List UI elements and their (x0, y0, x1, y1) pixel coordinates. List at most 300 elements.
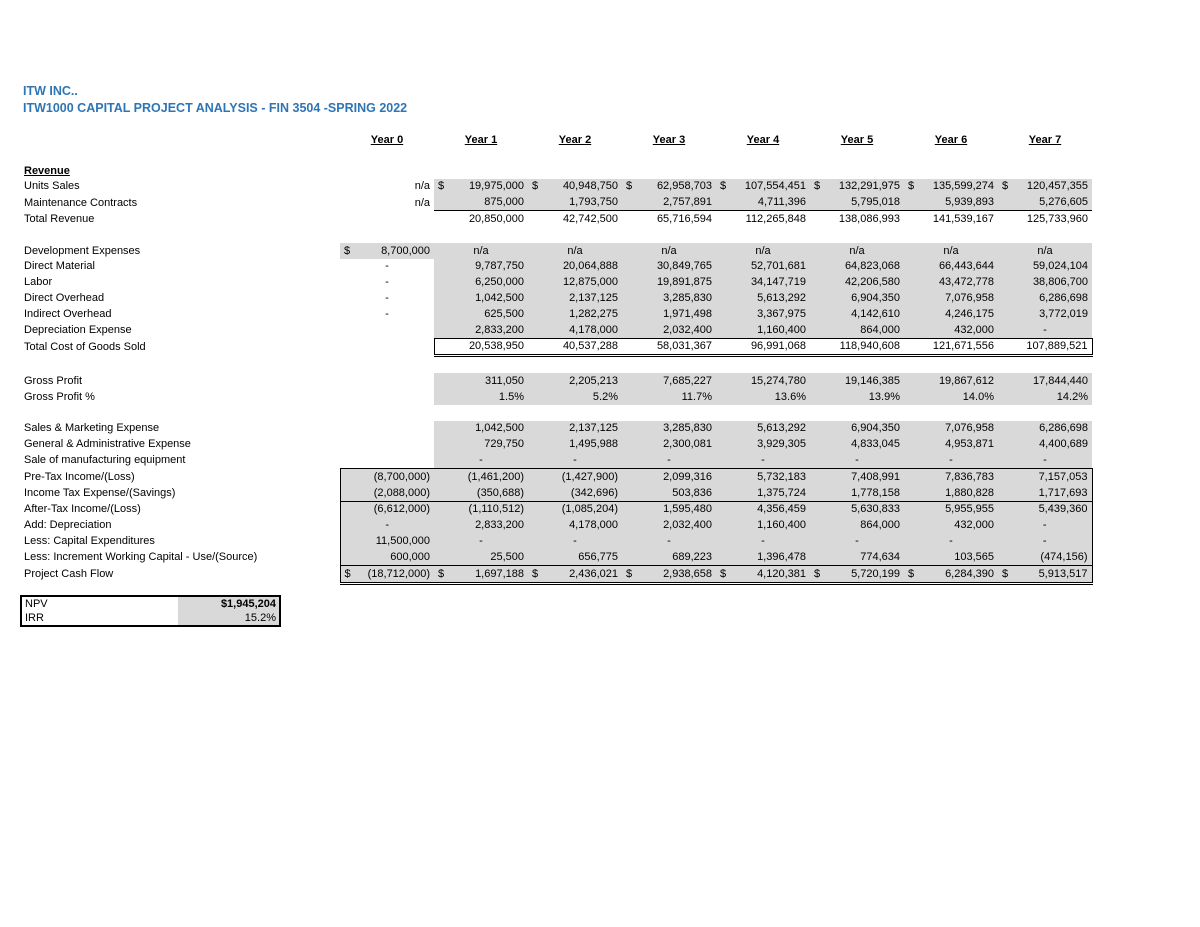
cell-development (340, 243, 434, 259)
cell-aftertax: 5,630,833 (810, 501, 904, 517)
table-row (20, 389, 1092, 405)
currency-symbol: $ (626, 180, 633, 193)
cell-total-revenue: 138,086,993 (838, 213, 900, 226)
cell-value: 132,291,975 (838, 180, 900, 193)
cell-add-dep: - (340, 517, 434, 533)
npv-label: NPV (21, 596, 178, 611)
cell-add-dep: - (998, 517, 1092, 533)
cell-depreciation: 4,178,000 (528, 322, 622, 338)
cell-ga: 2,300,081 (622, 436, 716, 452)
cell-maintenance: 2,757,891 (622, 194, 716, 210)
cell-direct-material: 9,787,750 (434, 259, 528, 275)
cell-add-dep: 432,000 (904, 517, 998, 533)
cell-capex: - (434, 533, 528, 549)
cell-capex: - (998, 533, 1092, 549)
table-row (20, 194, 1092, 210)
cell-value: 5,720,199 (851, 567, 900, 580)
cell-add-dep: 2,833,200 (434, 517, 528, 533)
cell-sale-equipment: - (716, 452, 810, 468)
currency-cell (720, 179, 806, 193)
irr-value: 15.2% (178, 611, 280, 626)
cell-aftertax: 4,356,459 (716, 501, 810, 517)
cell-maintenance: n/a (414, 196, 430, 209)
row-label: Direct Material (24, 260, 95, 273)
cell-development: n/a (716, 243, 810, 259)
cell-pretax: (8,700,000) (340, 468, 434, 484)
row-label: Direct Overhead (24, 292, 105, 305)
table-row (20, 405, 1092, 421)
row-label: Total Cost of Goods Sold (24, 340, 146, 353)
cell-aftertax: (1,110,512) (434, 501, 528, 517)
row-label: Income Tax Expense/(Savings) (24, 486, 176, 499)
cell-indirect-overhead: 3,772,019 (998, 306, 1092, 322)
row-label: Project Cash Flow (24, 568, 114, 581)
cell-labor: 43,472,778 (904, 274, 998, 290)
cell-gross-profit: 15,274,780 (716, 373, 810, 389)
cell-sales-marketing: 6,904,350 (810, 421, 904, 437)
cell-direct-overhead: 6,286,698 (998, 290, 1092, 306)
cell-value: 2,436,021 (569, 567, 618, 580)
cell-indirect-overhead: 1,282,275 (528, 306, 622, 322)
cell-sales-marketing: 7,076,958 (904, 421, 998, 437)
spacer (20, 227, 1092, 243)
table-row (20, 306, 1092, 322)
cell-total-cogs: 107,889,521 (998, 338, 1092, 356)
cell-direct-overhead: 2,137,125 (528, 290, 622, 306)
table-row (20, 436, 1092, 452)
cell-total-cogs: 118,940,608 (810, 338, 904, 356)
cell-sales-marketing: 3,285,830 (622, 421, 716, 437)
cell-maintenance: 875,000 (434, 194, 528, 210)
cell-units-sales (716, 179, 810, 195)
cell-direct-material: 64,823,068 (810, 259, 904, 275)
cell-wc: 103,565 (904, 549, 998, 565)
currency-symbol: $ (908, 180, 915, 193)
cell-maintenance: 1,793,750 (528, 194, 622, 210)
cell-value: 5,913,517 (1038, 567, 1088, 580)
cell-direct-material: 30,849,765 (622, 259, 716, 275)
cell-capex: - (904, 533, 998, 549)
cell-wc: 689,223 (622, 549, 716, 565)
year-header: Year 1 (464, 134, 498, 146)
cell-maintenance: 5,276,605 (998, 194, 1092, 210)
cell-maintenance: 4,711,396 (716, 194, 810, 210)
table-row (20, 211, 1092, 227)
cell-gross-profit-pct: 14.0% (904, 389, 998, 405)
cell-capex: - (622, 533, 716, 549)
cell-value: 120,457,355 (1026, 180, 1088, 193)
cell-indirect-overhead: - (385, 307, 389, 320)
cell-depreciation: 1,160,400 (716, 322, 810, 338)
cell-tax: 1,880,828 (904, 485, 998, 501)
table-row (20, 338, 1092, 356)
cell-gross-profit-pct (340, 389, 434, 405)
cell-pretax: 7,836,783 (904, 468, 998, 484)
currency-cell (438, 567, 524, 581)
currency-symbol: $ (532, 567, 539, 580)
table-row (20, 243, 1092, 259)
currency-cell (438, 179, 524, 193)
currency-cell (908, 179, 994, 193)
cell-maintenance: 5,939,893 (904, 194, 998, 210)
cell-labor: 12,875,000 (528, 274, 622, 290)
cell-wc: 656,775 (528, 549, 622, 565)
cell-capex: - (528, 533, 622, 549)
cell-gross-profit: 19,146,385 (810, 373, 904, 389)
year-header: Year 2 (558, 134, 592, 146)
cell-units-sales (904, 179, 998, 195)
cell-gross-profit-pct: 13.9% (810, 389, 904, 405)
table-row (20, 565, 1092, 583)
cell-value: 107,554,451 (744, 180, 806, 193)
cell-total-revenue: 125,733,960 (1026, 213, 1088, 226)
cell-total-revenue: 20,850,000 (468, 213, 524, 226)
currency-cell (626, 567, 712, 581)
irr-label: IRR (21, 611, 178, 626)
cell-add-dep: 864,000 (810, 517, 904, 533)
table-row (20, 517, 1092, 533)
cell-development: n/a (434, 243, 528, 259)
cell-value: 1,697,188 (475, 567, 524, 580)
cell-value: 62,958,703 (656, 180, 712, 193)
cell-gross-profit-pct: 5.2% (528, 389, 622, 405)
cell-gross-profit-pct: 14.2% (998, 389, 1092, 405)
cell-sales-marketing: 1,042,500 (434, 421, 528, 437)
row-label: Indirect Overhead (24, 307, 112, 320)
cell-units-sales (622, 179, 716, 195)
row-label: Pre-Tax Income/(Loss) (24, 470, 135, 483)
cell-direct-material: 59,024,104 (998, 259, 1092, 275)
cell-aftertax: (6,612,000) (340, 501, 434, 517)
cell-value: 2,938,658 (663, 567, 712, 580)
currency-symbol: $ (1002, 180, 1009, 193)
empty-cell (904, 163, 998, 179)
cell-tax: (350,688) (434, 485, 528, 501)
financial-table-container (20, 133, 1093, 585)
currency-symbol: $ (626, 567, 633, 580)
cell-direct-material: 66,443,644 (904, 259, 998, 275)
cell-add-dep: 4,178,000 (528, 517, 622, 533)
cell-labor: 34,147,719 (716, 274, 810, 290)
company-name: ITW INC.. (23, 84, 78, 98)
year-header: Year 7 (1028, 134, 1062, 146)
cell-labor: 19,891,875 (622, 274, 716, 290)
currency-cell (344, 244, 430, 258)
table-row (20, 373, 1092, 389)
row-label: Maintenance Contracts (24, 196, 138, 209)
cell-units-sales (810, 179, 904, 195)
cell-pretax: 5,732,183 (716, 468, 810, 484)
cell-pretax: 2,099,316 (622, 468, 716, 484)
cell-maintenance: 5,795,018 (810, 194, 904, 210)
cell-pretax: (1,427,900) (528, 468, 622, 484)
row-label: Labor (24, 276, 53, 289)
currency-symbol: $ (344, 567, 351, 580)
row-label: Add: Depreciation (24, 519, 112, 532)
empty-cell (998, 163, 1092, 179)
cell-gross-profit: 17,844,440 (998, 373, 1092, 389)
cell-aftertax: 5,439,360 (998, 501, 1092, 517)
cell-gross-profit: 311,050 (434, 373, 528, 389)
npv-irr-box (20, 595, 281, 627)
currency-symbol: $ (438, 567, 445, 580)
cell-tax: 1,778,158 (810, 485, 904, 501)
empty-cell (810, 163, 904, 179)
year-header: Year 5 (840, 134, 874, 146)
row-label: Development Expenses (24, 244, 141, 257)
cell-add-dep: 2,032,400 (622, 517, 716, 533)
currency-cell (1002, 179, 1088, 193)
cell-total-cogs: 121,671,556 (904, 338, 998, 356)
cell-development: n/a (622, 243, 716, 259)
cell-value: 8,700,000 (381, 244, 430, 257)
cell-direct-overhead: 3,285,830 (622, 290, 716, 306)
cell-cash-flow (340, 565, 434, 583)
section-heading: Revenue (24, 164, 70, 177)
cell-aftertax: 1,595,480 (622, 501, 716, 517)
cell-tax: 503,836 (622, 485, 716, 501)
cell-gross-profit: 2,205,213 (528, 373, 622, 389)
table-row (20, 421, 1092, 437)
currency-symbol: $ (438, 180, 445, 193)
cell-labor: 6,250,000 (434, 274, 528, 290)
currency-symbol: $ (814, 567, 821, 580)
cell-depreciation: 2,833,200 (434, 322, 528, 338)
cell-development: n/a (810, 243, 904, 259)
cell-capex: 11,500,000 (340, 533, 434, 549)
table-row (20, 179, 1092, 195)
cell-ga: 3,929,305 (716, 436, 810, 452)
cell-wc: 600,000 (340, 549, 434, 565)
cell-labor: 38,806,700 (998, 274, 1092, 290)
npv-row (21, 596, 280, 611)
table-row (20, 468, 1092, 484)
cell-indirect-overhead: 625,500 (434, 306, 528, 322)
currency-cell (814, 567, 900, 581)
cell-sale-equipment: - (810, 452, 904, 468)
currency-symbol: $ (344, 244, 351, 257)
irr-row (21, 611, 280, 626)
empty-cell (434, 163, 528, 179)
currency-cell (908, 567, 994, 581)
cell-indirect-overhead: 4,246,175 (904, 306, 998, 322)
cell-direct-material: - (385, 260, 389, 273)
cell-tax: 1,717,693 (998, 485, 1092, 501)
cell-sales-marketing: 6,286,698 (998, 421, 1092, 437)
cell-direct-overhead: 1,042,500 (434, 290, 528, 306)
cell-total-cogs: 20,538,950 (434, 338, 528, 356)
currency-cell (532, 179, 618, 193)
spacer (20, 405, 1092, 421)
cell-value: 135,599,274 (932, 180, 994, 193)
cell-sales-marketing: 2,137,125 (528, 421, 622, 437)
cell-total-revenue: 112,265,848 (745, 213, 806, 226)
cell-indirect-overhead: 3,367,975 (716, 306, 810, 322)
cell-value: 6,284,390 (945, 567, 994, 580)
cell-cash-flow (904, 565, 998, 583)
currency-cell (814, 179, 900, 193)
cell-pretax: (1,461,200) (434, 468, 528, 484)
row-label: After-Tax Income/(Loss) (24, 503, 141, 516)
year-header: Year 4 (746, 134, 780, 146)
cell-labor: 42,206,580 (810, 274, 904, 290)
cell-tax: (2,088,000) (340, 485, 434, 501)
cell-units-sales (998, 179, 1092, 195)
cell-gross-profit-pct: 1.5% (434, 389, 528, 405)
cell-sales-marketing: 5,613,292 (716, 421, 810, 437)
cell-aftertax: 5,955,955 (904, 501, 998, 517)
table-row (20, 452, 1092, 468)
cell-pretax: 7,157,053 (998, 468, 1092, 484)
cell-ga: 4,953,871 (904, 436, 998, 452)
cell-direct-material: 20,064,888 (528, 259, 622, 275)
cell-total-cogs: 58,031,367 (622, 338, 716, 356)
cell-cash-flow (810, 565, 904, 583)
table-row (20, 501, 1092, 517)
cell-total-revenue: 141,539,167 (932, 213, 994, 226)
cell-units-sales (528, 179, 622, 195)
cell-ga (340, 436, 434, 452)
cell-tax: 1,375,724 (716, 485, 810, 501)
cell-sale-equipment (340, 452, 434, 468)
currency-symbol: $ (720, 180, 727, 193)
cell-total-cogs (340, 338, 434, 356)
row-label: Less: Increment Working Capital - Use/(Source) (24, 551, 258, 564)
cell-gross-profit: 19,867,612 (904, 373, 998, 389)
cell-sale-equipment: - (528, 452, 622, 468)
header-spacer (20, 133, 340, 149)
cell-pretax: 7,408,991 (810, 468, 904, 484)
cell-total-cogs: 40,537,288 (528, 338, 622, 356)
table-row (20, 356, 1092, 373)
empty-cell (340, 163, 434, 179)
table-row (20, 163, 1092, 179)
cell-wc: 25,500 (434, 549, 528, 565)
table-row (20, 133, 1092, 149)
cell-development: n/a (998, 243, 1092, 259)
table-row (20, 290, 1092, 306)
cell-units-sales (434, 179, 528, 195)
cell-sale-equipment: - (998, 452, 1092, 468)
cell-total-revenue: 42,742,500 (562, 213, 618, 226)
table-row (20, 149, 1092, 163)
cell-units-sales: n/a (414, 180, 430, 193)
row-label: Sale of manufacturing equipment (24, 454, 186, 467)
currency-cell (345, 567, 431, 581)
cell-direct-material: 52,701,681 (716, 259, 810, 275)
cell-capex: - (716, 533, 810, 549)
cell-depreciation: 432,000 (904, 322, 998, 338)
cell-total-revenue (340, 211, 434, 227)
cell-development: n/a (528, 243, 622, 259)
table-row (20, 259, 1092, 275)
cell-cash-flow (528, 565, 622, 583)
table-row (20, 485, 1092, 501)
table-row (20, 274, 1092, 290)
financial-table (20, 133, 1093, 585)
cell-value: 40,948,750 (562, 180, 618, 193)
cell-gross-profit-pct: 11.7% (622, 389, 716, 405)
cell-ga: 729,750 (434, 436, 528, 452)
currency-cell (532, 567, 618, 581)
cell-indirect-overhead: 4,142,610 (810, 306, 904, 322)
empty-cell (716, 163, 810, 179)
currency-symbol: $ (814, 180, 821, 193)
currency-cell (626, 179, 712, 193)
currency-symbol: $ (908, 567, 915, 580)
year-header: Year 0 (370, 134, 404, 146)
empty-cell (528, 163, 622, 179)
cell-depreciation: 2,032,400 (622, 322, 716, 338)
row-label: Units Sales (24, 180, 80, 193)
cell-cash-flow (434, 565, 528, 583)
row-label: General & Administrative Expense (24, 438, 191, 451)
cell-wc: 1,396,478 (716, 549, 810, 565)
cell-depreciation (340, 322, 434, 338)
currency-symbol: $ (720, 567, 727, 580)
cell-ga: 1,495,988 (528, 436, 622, 452)
cell-cash-flow (998, 565, 1092, 583)
empty-cell (622, 163, 716, 179)
row-label: Less: Capital Expenditures (24, 535, 155, 548)
cell-gross-profit-pct: 13.6% (716, 389, 810, 405)
cell-depreciation: - (998, 322, 1092, 338)
cell-sale-equipment: - (904, 452, 998, 468)
cell-direct-overhead: - (385, 292, 389, 305)
row-label: Depreciation Expense (24, 323, 132, 336)
row-label: Gross Profit % (24, 390, 95, 403)
spacer (20, 356, 1092, 373)
cell-gross-profit: 7,685,227 (622, 373, 716, 389)
table-row (20, 227, 1092, 243)
year-header: Year 6 (934, 134, 968, 146)
cell-sale-equipment: - (622, 452, 716, 468)
row-label: Sales & Marketing Expense (24, 422, 160, 435)
cell-direct-overhead: 6,904,350 (810, 290, 904, 306)
cell-wc: 774,634 (810, 549, 904, 565)
cell-labor: - (385, 276, 389, 289)
cell-cash-flow (716, 565, 810, 583)
cell-capex: - (810, 533, 904, 549)
cell-ga: 4,833,045 (810, 436, 904, 452)
cell-value: 19,975,000 (468, 180, 524, 193)
currency-cell (720, 567, 806, 581)
table-row (20, 549, 1092, 565)
spacer (20, 149, 1092, 163)
cell-total-cogs: 96,991,068 (716, 338, 810, 356)
currency-symbol: $ (1002, 567, 1009, 580)
cell-indirect-overhead: 1,971,498 (622, 306, 716, 322)
cell-gross-profit (340, 373, 434, 389)
cell-direct-overhead: 5,613,292 (716, 290, 810, 306)
currency-symbol: $ (532, 180, 539, 193)
row-label: Gross Profit (24, 375, 83, 388)
cell-wc: (474,156) (998, 549, 1092, 565)
cell-value: 4,120,381 (757, 567, 806, 580)
year-header: Year 3 (652, 134, 686, 146)
row-label: Total Revenue (24, 212, 95, 225)
npv-value: $1,945,204 (178, 596, 280, 611)
cell-depreciation: 864,000 (810, 322, 904, 338)
cell-sales-marketing (340, 421, 434, 437)
cell-aftertax: (1,085,204) (528, 501, 622, 517)
cell-cash-flow (622, 565, 716, 583)
currency-cell (1002, 567, 1088, 581)
cell-value: (18,712,000) (367, 567, 430, 580)
cell-direct-overhead: 7,076,958 (904, 290, 998, 306)
cell-add-dep: 1,160,400 (716, 517, 810, 533)
cell-tax: (342,696) (528, 485, 622, 501)
